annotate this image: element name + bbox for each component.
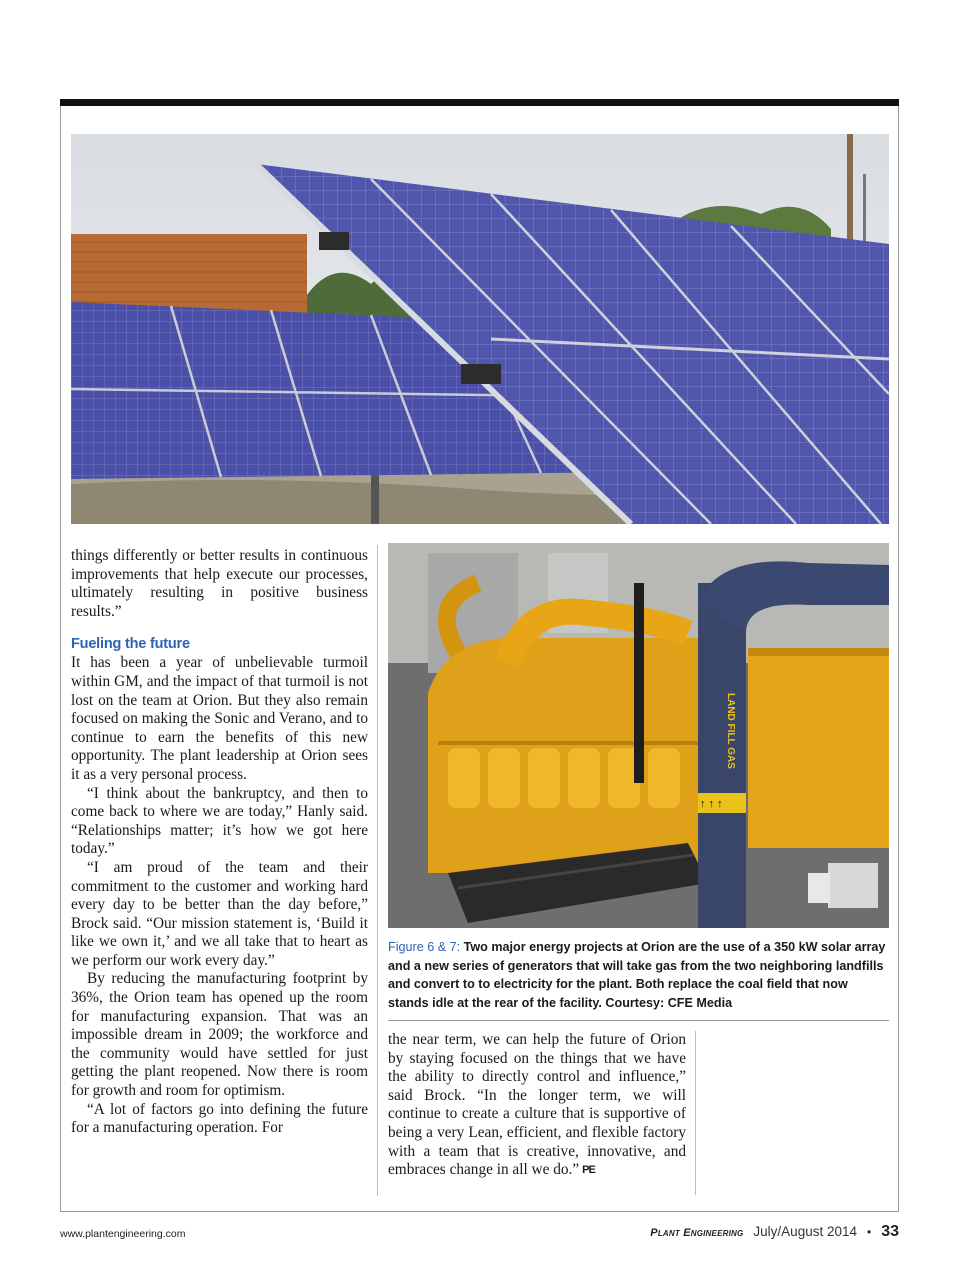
frame-border-right xyxy=(898,106,899,1212)
article-column-left xyxy=(71,547,368,1138)
article-column-right xyxy=(388,1031,686,1180)
solar-array-photo xyxy=(71,134,889,524)
caption-rule xyxy=(388,1020,889,1021)
footer-folio xyxy=(650,1223,899,1241)
paragraph: “I am proud of the team and their commitment to the customer and working hard every day to be better than the day before,” Brock said. “Our mission statement is, ‘Build it like we own it,’ and we all take that to heart as we perform our work every day.” xyxy=(71,858,368,969)
solar-array-illustration xyxy=(71,134,889,524)
caption-label: Figure 6 & 7: xyxy=(388,940,461,954)
paragraph: “I think about the bankruptcy, and then to come back to where we are today,” Hanly said. “Relationships matter; it’s how we got here today.” xyxy=(71,784,368,858)
footer-separator: • xyxy=(867,1225,872,1239)
frame-border-bottom xyxy=(60,1211,899,1212)
footer-brand: Plant Engineering xyxy=(650,1227,744,1239)
footer-date: July/August 2014 xyxy=(753,1224,857,1239)
frame-border-left xyxy=(60,106,61,1212)
caption-text: Two major energy projects at Orion are the use of a 350 kW solar array and a new series of generators that will take gas from the two neighboring landfills and convert to to electricity for the plant. Both replace the coal field that now stands idle at the rear of the facility. Courtesy: CFE Media xyxy=(388,940,886,1010)
generator-photo xyxy=(388,543,889,928)
pipe-label: LAND FILL GAS xyxy=(725,693,736,769)
paragraph: “A lot of factors go into defining the future for a manufacturing operation. For xyxy=(71,1100,368,1137)
svg-text:↑ ↑ ↑: ↑ ↑ ↑ xyxy=(700,798,723,810)
column-divider-right xyxy=(695,1031,696,1195)
end-mark-logo: PE xyxy=(582,1164,595,1177)
column-divider xyxy=(377,545,378,1196)
generator-illustration xyxy=(388,543,889,928)
paragraph: things differently or better results in continuous improvements that help execute our processes, ultimately resulting in positive business results.” xyxy=(71,547,368,620)
top-rule xyxy=(60,99,899,106)
footer-url[interactable]: www.plantengineering.com xyxy=(60,1228,186,1240)
page-number: 33 xyxy=(881,1223,899,1240)
paragraph-text: the near term, we can help the future of Orion by staying focused on the things that we have the ability to directly control and influence,” said Brock. “In the longer term, we will continue to create a culture that is supportive of being a very Lean, efficient, and flexible factory with a team that is creative, innovative, and embraces change in all we do.” xyxy=(388,1031,686,1179)
section-subhead: Fueling the future xyxy=(71,636,190,653)
paragraph xyxy=(388,1031,686,1180)
paragraph: It has been a year of unbelievable turmoil within GM, and the impact of that turmoil is not lost on the team at Orion. But they also remain focused on making the Sonic and Verano, and to continue to earn the benefits of this new opportunity. The plant leadership at Orion sees it as a very personal process. xyxy=(71,654,368,783)
figure-caption xyxy=(388,938,889,1012)
paragraph: By reducing the manufacturing footprint by 36%, the Orion team has opened up the room for manufacturing expansion. That was an impossible dream in 2009; the workforce and the community would have settled for just getting the plant reopened. Now there is room for growth and room for optimism. xyxy=(71,970,368,1100)
